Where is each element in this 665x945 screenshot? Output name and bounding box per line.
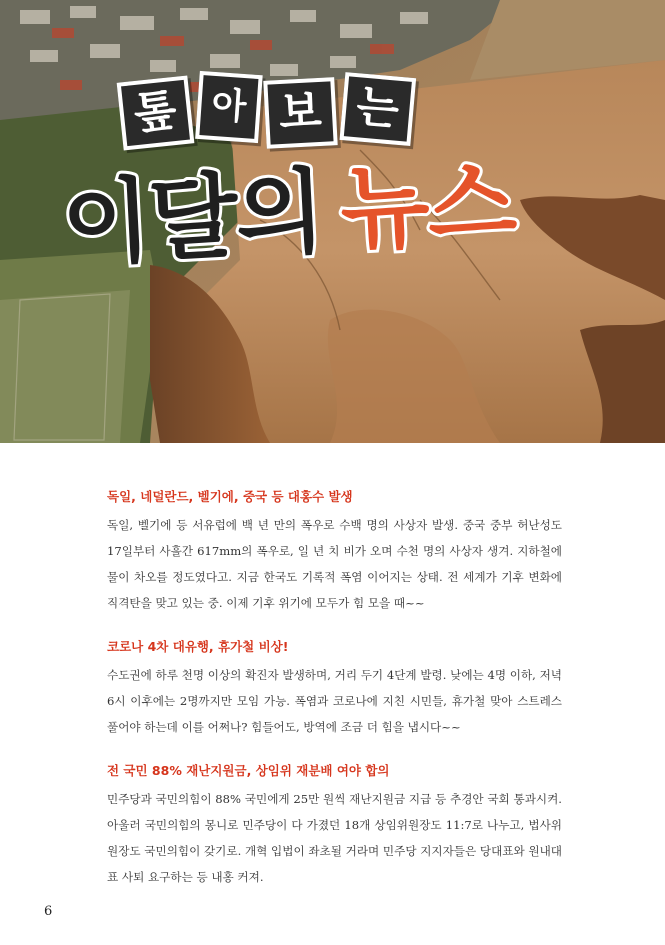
page-title-orange: 뉴스 [337,148,517,264]
news-item [107,488,562,616]
news-headline: 독일, 네덜란드, 벨기에, 중국 등 대홍수 발생 [107,489,353,504]
news-item [107,638,562,740]
title-kicker-char: 는 [339,72,415,146]
news-body: 독일, 벨기에 등 서유럽에 백 년 만의 폭우로 수백 명의 사상자 발생. 중국 중부 허난성도 17일부터 사흘간 617mm의 폭우로, 일 년 치 비가 오며 수천 명의 사상자 생겨. 지하철에 물이 차오를 정도였다고. 지금 한국도 기록적 폭염 이어지는 상태. 전 세계가 기후 변화에 직격탄을 맞고 있는 중. 이제 기후 위기에 모두가 힘 모을 때~~ [107,518,562,610]
title-kicker-char: 보 [264,77,338,149]
title-kicker-char: 톺 [117,76,194,151]
news-body: 민주당과 국민의힘이 88% 국민에게 25만 원씩 재난지원금 지급 등 추경안 국회 통과시켜. 아울러 국민의힘의 몽니로 민주당이 다 가졌던 18개 상임위원장도 11:7로 나누고, 법사위원장도 국민의힘이 갖기로. 개혁 입법이 좌초될 거라며 민주당 지지자들은 당대표와 원내대표 사퇴 요구하는 등 내홍 커져. [107,792,562,884]
news-headline: 전 국민 88% 재난지원금, 상임위 재분배 여야 합의 [107,763,390,778]
news-item [107,762,562,890]
news-body: 수도권에 하루 천명 이상의 확진자 발생하며, 거리 두기 4단계 발령. 낮에는 4명 이하, 저녁 6시 이후에는 2명까지만 모임 가능. 폭염과 코로나에 지친 시민들, 휴가철 맞아 스트레스 풀어야 하는데 이를 어쩌나? 힘들어도, 방역에 조금 더 힘을 냅시다~~ [107,668,562,734]
news-headline: 코로나 4차 대유행, 휴가철 비상! [107,639,289,654]
page-title-dark: 이달의 [59,158,326,279]
page-number: 6 [44,904,53,919]
hero-photo-flood-landslide [0,0,665,443]
news-list [107,488,562,912]
title-kicker [120,78,412,148]
title-kicker-char: 아 [195,71,262,143]
